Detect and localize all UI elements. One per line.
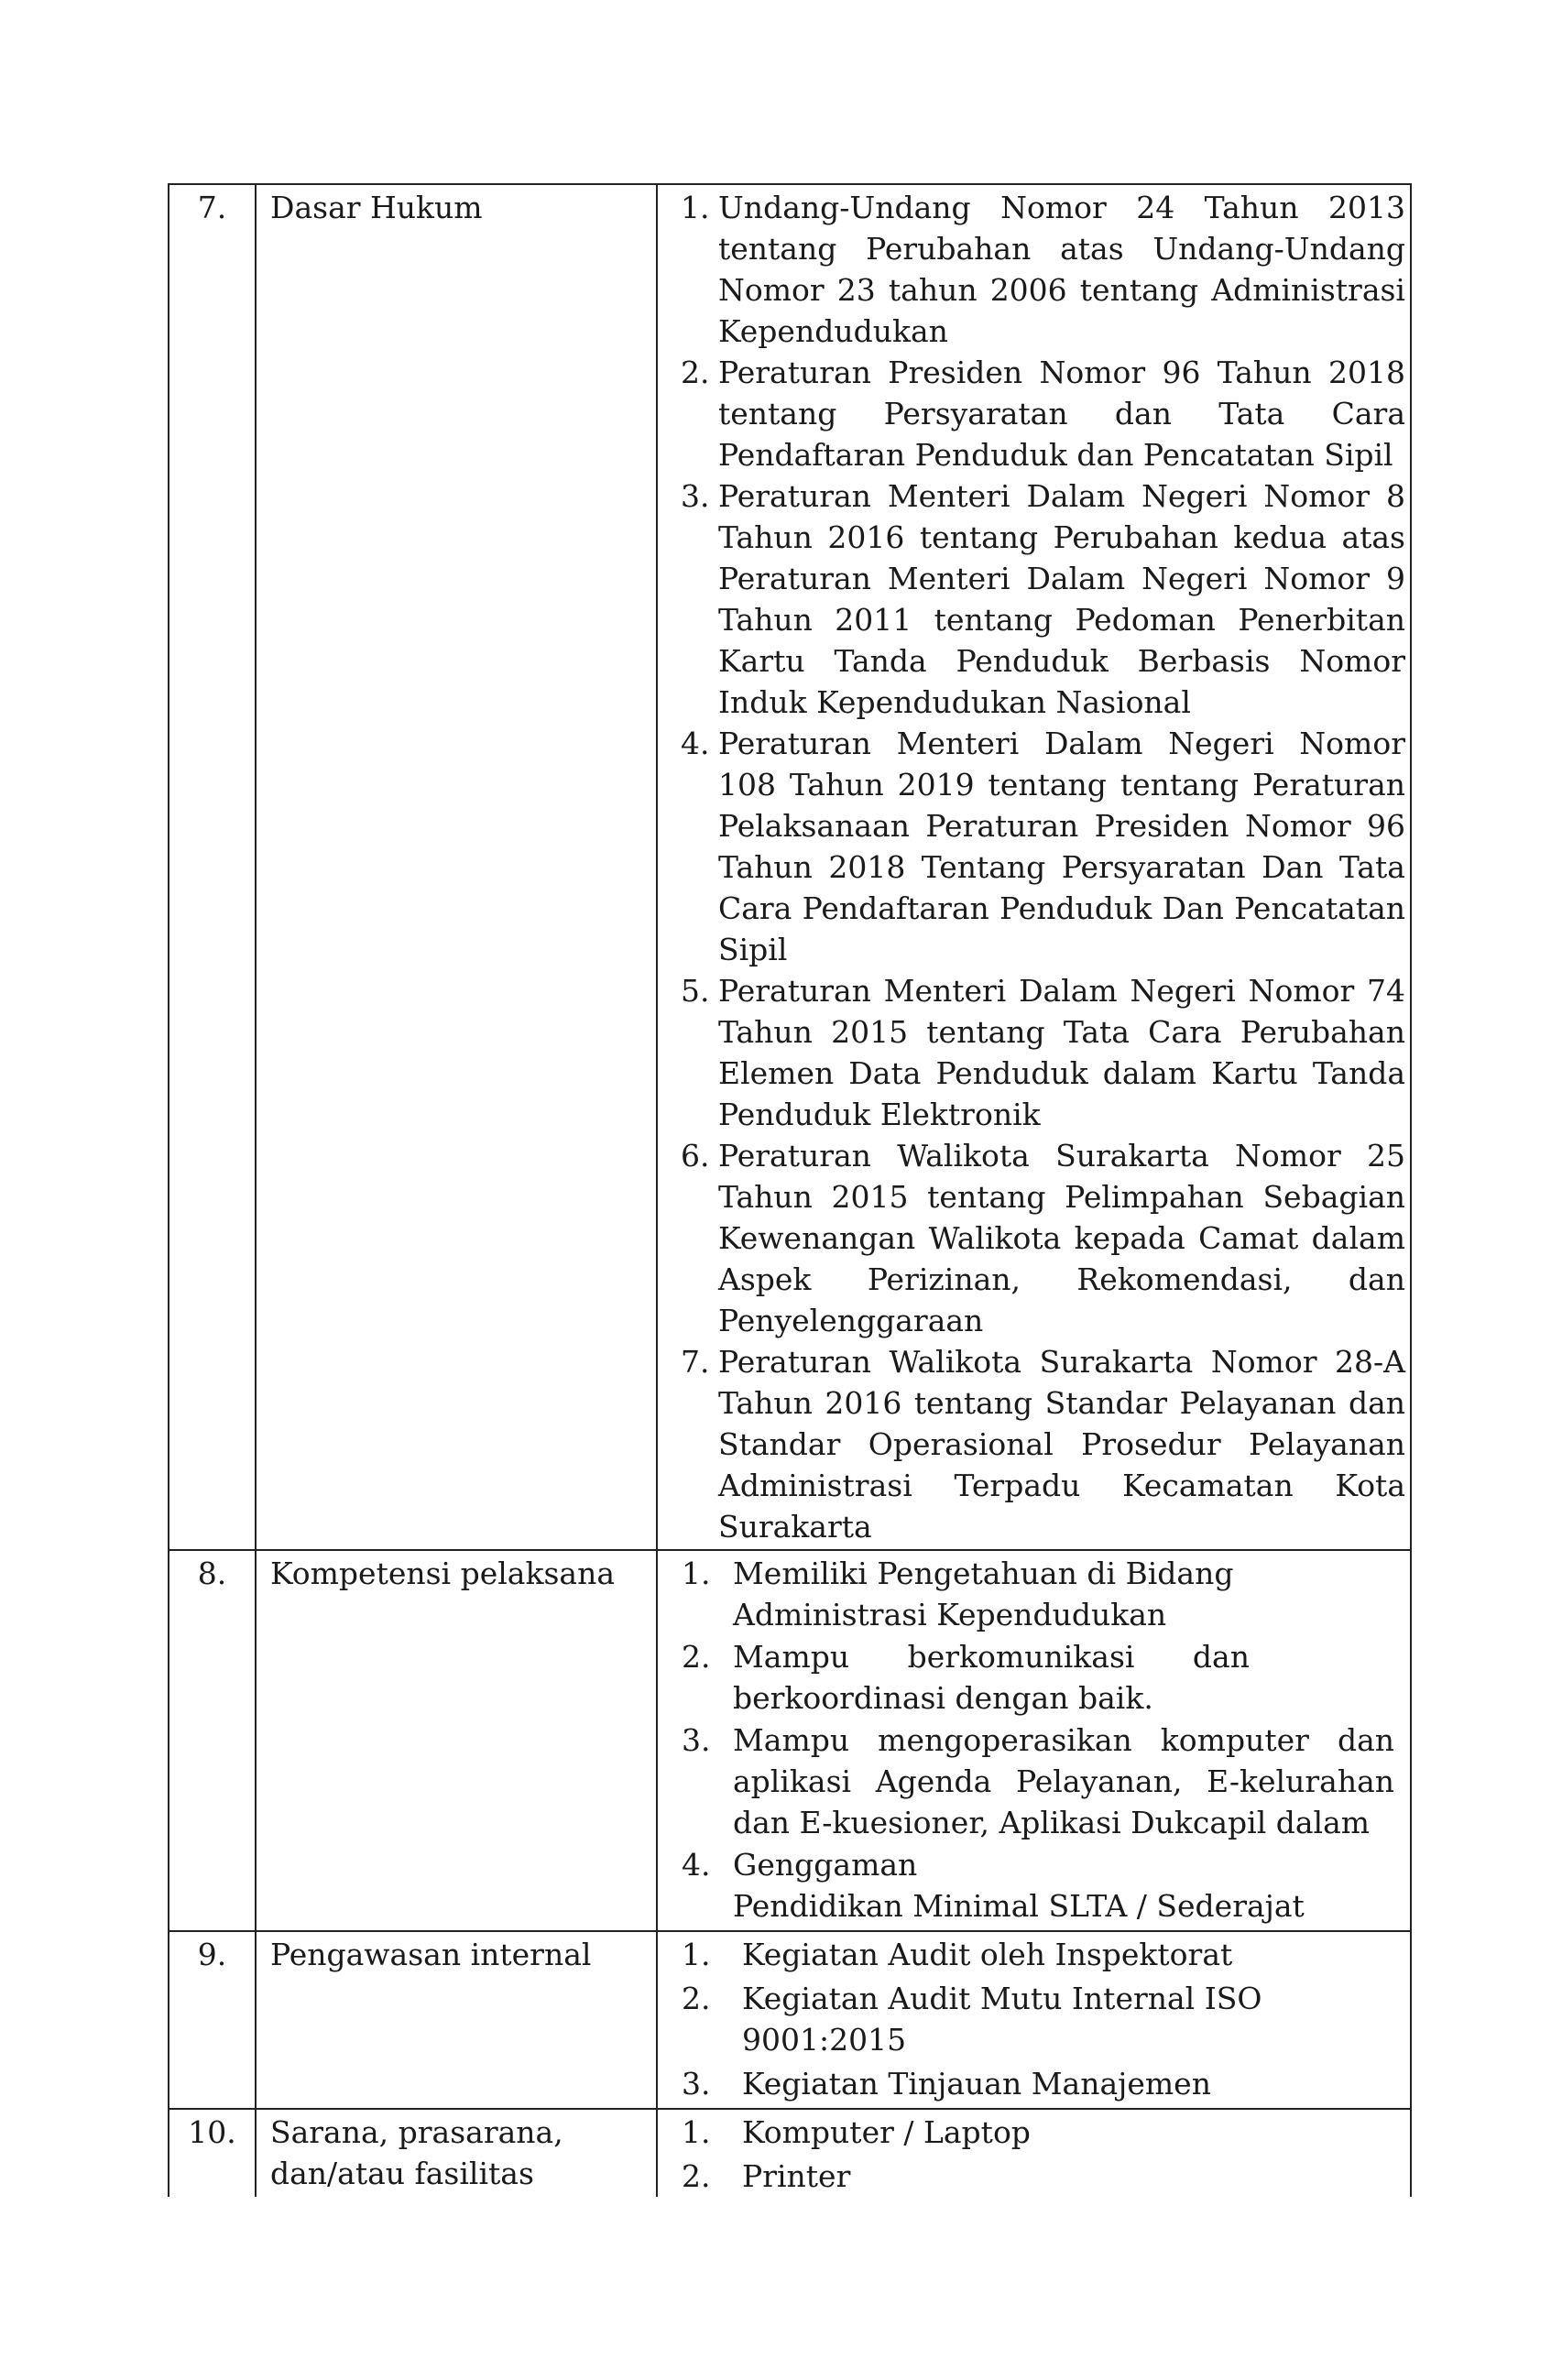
table-row (169, 184, 1411, 1550)
internal-supervision-list (658, 1934, 1405, 2104)
row-content (657, 2109, 1411, 2197)
list-item (658, 2112, 1405, 2153)
list-item (658, 1844, 1405, 1927)
row-number: 9. (169, 1931, 256, 2109)
row-number: 8. (169, 1550, 256, 1931)
list-item (658, 1636, 1405, 1719)
list-text: Peraturan Menteri Dalam Negeri Nomor 8 Tahun 2016 tentang Perubahan kedua atas Peraturan Menteri Dalam Negeri Nomor 9 Tahun 2011 tentang Pedoman Penerbitan Kartu Tanda Penduduk Berbasis Nomor Induk Kependudukan Nasional (718, 478, 1405, 720)
list-item (658, 1135, 1405, 1341)
list-item (658, 1719, 1405, 1843)
list-text: Kegiatan Tinjauan Manajemen (742, 2066, 1211, 2102)
list-item (658, 2156, 1405, 2197)
list-item (658, 1934, 1268, 1975)
list-item (658, 2063, 1268, 2104)
list-number: 5. (681, 973, 710, 1009)
list-text: Printer (742, 2158, 851, 2194)
list-text: Peraturan Menteri Dalam Negeri Nomor 108 Tahun 2019 tentang tentang Peraturan Pelaksanaan Peraturan Presiden Nomor 96 Tahun 2018 Tentang Persyaratan Dan Tata Cara Pendaftaran Penduduk Dan Pencatatan Sipil (718, 726, 1405, 967)
list-number: 3. (681, 478, 710, 514)
list-text: Kegiatan Audit Mutu Internal ISO 9001:2015 (742, 1981, 1262, 2058)
row-content (657, 1550, 1411, 1931)
sop-table (168, 183, 1412, 2197)
row-content (657, 184, 1411, 1550)
row-content (657, 1931, 1411, 2109)
list-item (658, 970, 1405, 1135)
list-number: 3. (682, 2066, 711, 2102)
list-number: 4. (681, 726, 710, 761)
row-component-name: Dasar Hukum (256, 184, 657, 1550)
table-row (169, 2109, 1411, 2197)
list-number: 1. (681, 190, 710, 225)
list-item (658, 475, 1405, 723)
list-number: 1. (682, 1937, 711, 1972)
list-item (658, 1341, 1405, 1547)
list-text: Memiliki Pengetahuan di Bidang Administrasi Kependudukan (733, 1556, 1234, 1632)
list-number: 2. (682, 1981, 711, 2016)
list-number: 2. (681, 355, 710, 390)
list-number: 3. (682, 1722, 711, 1758)
list-text: Mampu mengoperasikan komputer dan aplikasi Agenda Pelayanan, E-kelurahan dan E-kuesioner, Aplikasi Dukcapil dalam (733, 1722, 1394, 1840)
list-text: Kegiatan Audit oleh Inspektorat (742, 1937, 1233, 1972)
list-item (658, 1978, 1268, 2060)
table-row (169, 1931, 1411, 2109)
list-text: Peraturan Menteri Dalam Negeri Nomor 74 Tahun 2015 tentang Tata Cara Perubahan Elemen Data Penduduk dalam Kartu Tanda Penduduk Elektronik (718, 973, 1405, 1132)
list-number: 7. (681, 1344, 710, 1380)
facilities-list (658, 2112, 1405, 2197)
list-item (658, 1553, 1405, 1635)
list-text: Genggaman (733, 1847, 918, 1883)
list-text: Mampu berkomunikasi dan berkoordinasi dengan baik. (733, 1639, 1250, 1716)
list-number: 4. (682, 1847, 711, 1883)
list-text: Peraturan Walikota Surakarta Nomor 28-A Tahun 2016 tentang Standar Pelayanan dan Standar Operasional Prosedur Pelayanan Administrasi Terpadu Kecamatan Kota Surakarta (718, 1344, 1405, 1545)
list-item (658, 187, 1405, 352)
list-number: 1. (682, 1556, 711, 1591)
row-component-name: Pengawasan internal (256, 1931, 657, 2109)
legal-basis-list (658, 187, 1405, 1547)
list-item (658, 723, 1405, 970)
competency-list (658, 1553, 1405, 1927)
table-row (169, 1550, 1411, 1931)
row-number: 10. (169, 2109, 256, 2197)
list-number: 1. (682, 2114, 711, 2150)
list-text: Undang-Undang Nomor 24 Tahun 2013 tentang Perubahan atas Undang-Undang Nomor 23 tahun 2006 tentang Administrasi Kependudukan (718, 190, 1405, 349)
row-number: 7. (169, 184, 256, 1550)
list-text: Peraturan Presiden Nomor 96 Tahun 2018 tentang Persyaratan dan Tata Cara Pendaftaran Penduduk dan Pencatatan Sipil (718, 355, 1405, 473)
list-number: 2. (682, 1639, 711, 1675)
list-item (658, 352, 1405, 475)
row-component-name: Sarana, prasarana, dan/atau fasilitas (256, 2109, 657, 2197)
row-component-name: Kompetensi pelaksana (256, 1550, 657, 1931)
list-text: Komputer / Laptop (742, 2114, 1031, 2150)
list-number: 6. (681, 1138, 710, 1174)
list-number: 2. (682, 2158, 711, 2194)
list-text: Peraturan Walikota Surakarta Nomor 25 Tahun 2015 tentang Pelimpahan Sebagian Kewenangan Walikota kepada Camat dalam Aspek Perizinan, Rekomendasi, dan Penyelenggaraan (718, 1138, 1405, 1338)
list-text-continued: Pendidikan Minimal SLTA / Sederajat (733, 1888, 1305, 1924)
